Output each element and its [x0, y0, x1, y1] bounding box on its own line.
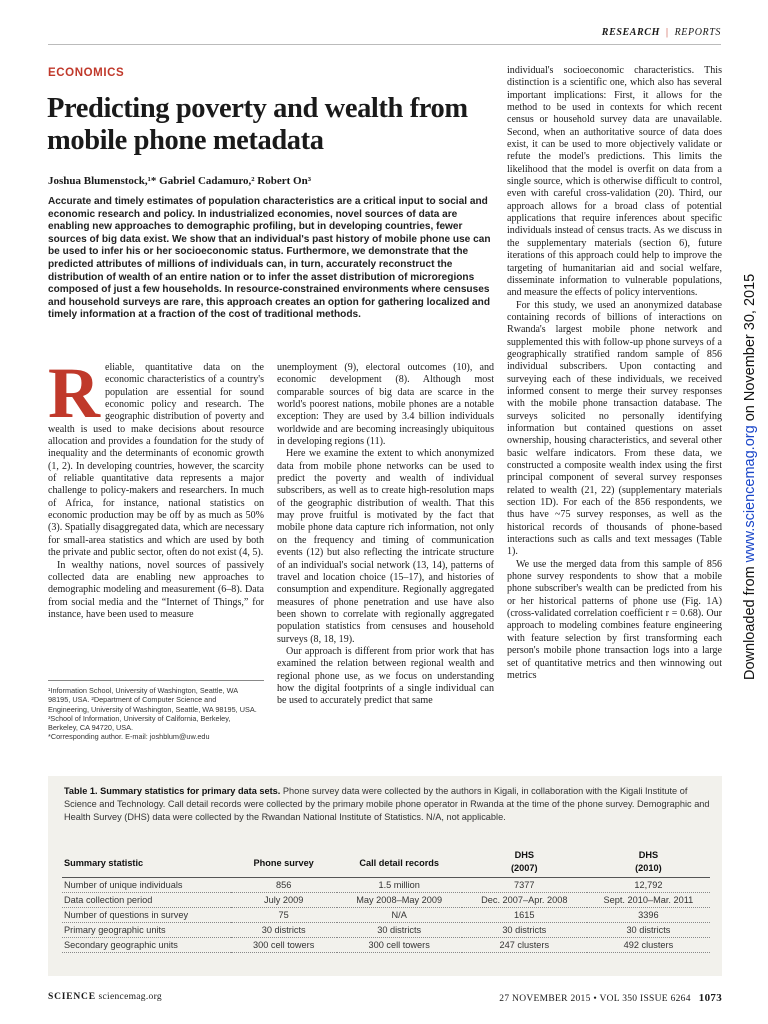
column-header: Call detail records: [337, 848, 462, 878]
table-cell: 30 districts: [231, 923, 337, 938]
page-number: 1073: [698, 992, 722, 1004]
body-paragraph: individual's socioeconomic characteristics. This distinction is a scientific one, which also has several important implications: First, it allows for the method to be used in contexts for which recent census or household survey data are unavailable. Second, when an authoritative source of data does exist, it can be used to more objectively validate or refute the model's predictions. This limits the likelihood that the model is overfit on data from a single source, which is otherwise difficult to control, even with careful cross-validation (20). Third, our approach allows for a broad class of potential applications that require inferences about specific individuals instead of census tracts. As we discuss in the supplementary materials (section 6), future iterations of this approach could help to improve the targeting of humanitarian aid and social welfare, disseminate information to vulnerable populations, and measure the effects of policy interventions.: [507, 65, 722, 299]
table-cell: 1615: [462, 908, 587, 923]
running-header: [602, 27, 721, 38]
header-reports: REPORTS: [674, 27, 721, 38]
column-header: DHS: [514, 850, 534, 860]
body-paragraph: unemployment (9), electoral outcomes (10), and economic development (8). Although most comparable sources of big data are scarce in the world's poorest nations, mobile phones are a notable exception: They are used by 3.4 billion individuals worldwide and are becoming increasingly ubiquitous in developing regions (11).: [277, 362, 494, 448]
table-cell: 75: [231, 908, 337, 923]
table-cell: Secondary geographic units: [62, 938, 231, 953]
table-caption-text: Phone survey data were collected by the authors in Kigali, in collaboration with the Kigali Institute of Science and Technology. Call detail records were collected by the primary mobile phone operator in Rwanda at the time of the phone survey. Demographic and Health Survey (DHS) data were collected by the Rwandan National Institute of Statistics. N/A, not applicable.: [64, 786, 710, 823]
table-cell: 3396: [587, 908, 710, 923]
body-column-2: [277, 362, 494, 708]
abstract: Accurate and timely estimates of population characteristics are a critical input to social and economic research and policy. In industrialized economies, novel sources of data are enabling new approaches to demographic profiling, but in developing countries, fewer sources of big data exist. We show that an individual's past history of mobile phone use can be used to infer his or her socioeconomic status. Furthermore, we demonstrate that the predicted attributes of millions of individuals can, in turn, accurately reconstruct the distribution of wealth of an entire nation or to infer the asset distribution of microregions composed of just a few households. In resource-constrained environments where censuses and household surveys are rare, this approach creates an option for gathering localized and timely information at a fraction of the cost of traditional methods.: [48, 196, 491, 321]
table-cell: Number of questions in survey: [62, 908, 231, 923]
header-research: RESEARCH: [601, 27, 660, 38]
table-cell: 300 cell towers: [337, 938, 462, 953]
download-suffix: on November 30, 2015: [742, 273, 758, 426]
table-cell: 7377: [462, 878, 587, 893]
column-header: Phone survey: [231, 848, 337, 878]
body-paragraph: Our approach is different from prior work that has examined the relation between regional wealth and regional phone use, as we focus on understanding how the digital footprints of a single individual can be used to accurately predict that same: [277, 645, 494, 707]
table-cell: 1.5 million: [337, 878, 462, 893]
body-paragraph: We use the merged data from this sample of 856 phone survey respondents to show that a mobile phone subscriber's wealth can be predicted from his or her historical patterns of phone use (Fig. 1A) (cross-validated correlation coefficient r = 0.68). Our approach to modeling combines feature engineering with feature selection by first transforming each person's mobile phone transaction logs into a large set of quantitative metrics and then winnowing out metrics: [507, 558, 722, 681]
download-stamp: [742, 274, 758, 680]
table-cell: 30 districts: [462, 923, 587, 938]
body-paragraph: In wealthy nations, novel sources of passively collected data are enabling new approaches to demographic modeling and measurement (6–8). Data from social media and the “Internet of Things,” for instance, have been used to measure: [48, 559, 264, 620]
affiliations: ¹Information School, University of Washington, Seattle, WA 98195, USA. ²Department of Computer Science and Engineering, University of Washington, Seattle, WA 98195, USA. ³School of Information, University of California, Berkeley, Berkeley, CA 94720, USA.: [48, 686, 257, 733]
table-cell: Data collection period: [62, 893, 231, 908]
body-paragraph: For this study, we used an anonymized database containing records of billions of interactions on Rwanda's largest mobile phone network and supplemented this with follow-up phone surveys of a geographically stratified random sample of 856 individual subscribers. Upon contacting and surveying each of these individuals, we received informed consent to merge their survey responses with the mobile phone transaction database. The surveys solicited no personally identifying information but contained questions on asset ownership, housing characteristics, and several other basic welfare indicators. From these data, we constructed a composite wealth index using the first principal component of several survey responses related to wealth (21, 22) (supplementary materials section 1D). For each of the 856 respondents, we thus have ~75 survey responses, as well as the historical records of thousands of phone-based interactions such as calls and text messages (Table 1).: [507, 299, 722, 558]
body-paragraph: Here we examine the extent to which anonymized data from mobile phone networks can be used to predict the poverty and wealth of individual subscribers, as well as to create high-resolution maps of the geographic distribution of wealth. That this may prove fruitful is motivated by the fact that mobile phone data capture rich information, not only on the frequency and timing of communication events (12) but also reflecting the intricate structure of an individual's social network (13, 14), patterns of travel and location choice (15–17), and histories of consumption and expenditure. Regionally aggregated measures of phone penetration and use have also been shown to correlate with regionally aggregated population statistics from censuses and household surveys (8, 18, 19).: [277, 448, 494, 645]
table-row: [62, 893, 710, 908]
column-header: Summary statistic: [62, 848, 231, 878]
section-label: ECONOMICS: [48, 67, 125, 79]
body-column-3: [507, 65, 722, 682]
journal-site[interactable]: sciencemag.org: [98, 992, 162, 1002]
table-cell: 30 districts: [587, 923, 710, 938]
header-rule: [48, 44, 721, 45]
table-cell: 12,792: [587, 878, 710, 893]
column-header: DHS: [638, 850, 659, 860]
table-cell: July 2009: [231, 893, 337, 908]
article-title: Predicting poverty and wealth from mobile phone metadata: [47, 93, 468, 156]
table-cell: 300 cell towers: [231, 938, 337, 953]
table-cell: Number of unique individuals: [62, 878, 231, 893]
table-row: [62, 938, 710, 953]
table-cell: Sept. 2010–Mar. 2011: [587, 893, 710, 908]
column-subheader: (2007): [462, 862, 587, 878]
journal-name: SCIENCE: [48, 992, 96, 1002]
table-cell: 30 districts: [337, 923, 462, 938]
summary-statistics-table: [62, 848, 710, 953]
download-prefix: Downloaded from: [742, 562, 758, 680]
drop-cap: R: [48, 353, 100, 433]
table-cell: N/A: [337, 908, 462, 923]
download-link[interactable]: www.sciencemag.org: [742, 425, 758, 563]
corresponding-author: *Corresponding author. E-mail: joshblum@uw.edu: [48, 732, 210, 742]
table-caption-title: Table 1. Summary statistics for primary data sets.: [64, 786, 281, 796]
page-footer: [48, 992, 722, 1002]
footnote-rule: [48, 680, 264, 681]
affiliations-footnote: [48, 686, 258, 742]
table-cell: May 2008–May 2009: [337, 893, 462, 908]
table-cell: 247 clusters: [462, 938, 587, 953]
table-cell: 856: [231, 878, 337, 893]
table-row: [62, 908, 710, 923]
author-list: Joshua Blumenstock,¹* Gabriel Cadamuro,² Robert On³: [48, 175, 312, 187]
table-row: [62, 878, 710, 893]
header-separator: |: [665, 27, 669, 38]
body-column-1: [48, 353, 264, 621]
table-caption: [64, 785, 712, 825]
column-subheader: (2010): [587, 862, 710, 878]
table-cell: Dec. 2007–Apr. 2008: [462, 893, 587, 908]
table-row: [62, 923, 710, 938]
issue-info: 27 NOVEMBER 2015 • VOL 350 ISSUE 6264: [499, 994, 691, 1004]
body-paragraph: eliable, quantitative data on the economic characteristics of a country's population are essential for sound economic policy and research. The geographic distribution of poverty and wealth is used to make decisions about resource allocation and provides a foundation for the study of inequality and the determinants of economic growth (1, 2). In developing countries, however, the scarcity of reliable quantitative data represents a major challenge to policy-makers and researchers. In much of Africa, for instance, national statistics on economic production may be off by as much as 50% (3). Spatially disaggregated data, which are necessary for small-area statistics and which are used by both the private and public sector, often do not exist (4, 5).: [48, 362, 264, 559]
table-cell: Primary geographic units: [62, 923, 231, 938]
table-cell: 492 clusters: [587, 938, 710, 953]
